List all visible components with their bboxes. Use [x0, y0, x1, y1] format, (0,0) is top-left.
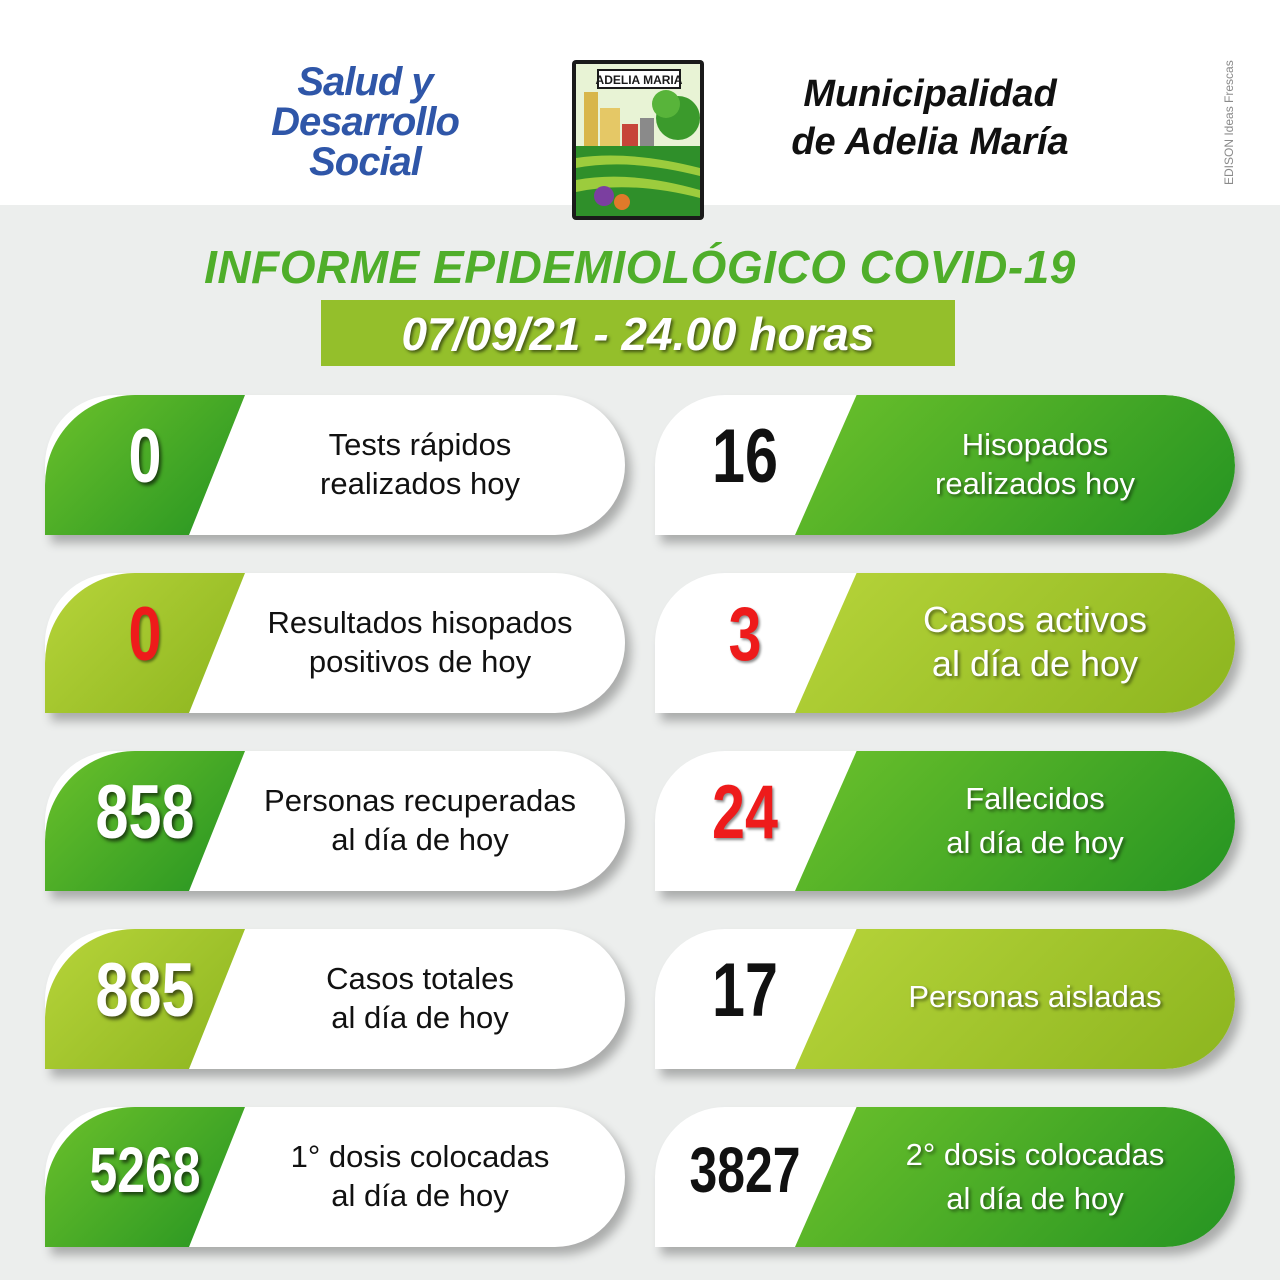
municipalidad-title [755, 70, 1105, 166]
stat-label-line: realizados hoy [320, 466, 520, 501]
report-date: 07/09/21 - 24.00 horas [401, 308, 875, 360]
card-casos-activos [655, 573, 1235, 713]
stat-label [835, 425, 1235, 503]
card-segunda-dosis [655, 1107, 1235, 1247]
stat-label-line: realizados hoy [935, 466, 1135, 501]
municipalidad-line-1: Municipalidad [803, 73, 1057, 115]
stat-label-line: Casos activos [922, 599, 1148, 640]
stat-label-line: al día de hoy [331, 822, 509, 857]
stat-label [215, 603, 625, 681]
card-tests-rapidos [45, 395, 625, 535]
salud-line-2: Desarrollo [271, 100, 459, 144]
card-fallecidos [655, 751, 1235, 891]
stat-value: 24 [712, 770, 778, 855]
adelia-maria-crest-icon [570, 58, 706, 222]
stat-label [215, 425, 625, 503]
stat-label-line: Resultados hisopados [267, 605, 573, 640]
stat-label-line: Casos totales [326, 961, 514, 996]
card-primera-dosis [45, 1107, 625, 1247]
card-casos-totales [45, 929, 625, 1069]
stat-label-line: positivos de hoy [308, 644, 532, 679]
salud-line-1: Salud y [297, 60, 433, 104]
stat-value: 885 [95, 948, 195, 1033]
date-banner [321, 300, 955, 366]
stat-label-line: al día de hoy [946, 1181, 1124, 1216]
header [0, 0, 1280, 205]
card-hisopados [655, 395, 1235, 535]
stat-value: 16 [712, 414, 778, 499]
stat-label-line: 2° dosis colocadas [905, 1137, 1165, 1172]
stat-value: 858 [95, 770, 195, 855]
stat-label-line: al día de hoy [331, 1000, 509, 1035]
stat-label [215, 1137, 625, 1215]
stat-value: 0 [128, 592, 162, 677]
stat-label-line: 1° dosis colocadas [290, 1139, 550, 1174]
stat-label-line: al día de hoy [331, 1178, 509, 1213]
report-title: INFORME EPIDEMIOLÓGICO COVID-19 [204, 241, 1076, 293]
card-recuperadas [45, 751, 625, 891]
stat-value: 3 [728, 592, 762, 677]
stat-label-line: al día de hoy [931, 643, 1139, 684]
stat-label [835, 598, 1235, 686]
stat-label [215, 781, 625, 859]
stat-label-line: Personas recuperadas [264, 783, 576, 818]
salud-line-3: Social [309, 140, 421, 184]
stat-label-line: Tests rápidos [328, 427, 512, 462]
salud-logo-text [245, 62, 485, 182]
stat-label [835, 777, 1235, 865]
card-aisladas [655, 929, 1235, 1069]
stat-label-line: al día de hoy [946, 825, 1124, 860]
stat-value: 3827 [689, 1134, 801, 1206]
credit-text: EDISON Ideas Frescas [1222, 60, 1236, 185]
stat-label-line: Hisopados [961, 427, 1109, 462]
stat-value: 17 [712, 948, 778, 1033]
stat-label-line: Fallecidos [965, 781, 1105, 816]
svg-text:ADELIA MARIA: ADELIA MARIA [595, 73, 683, 87]
stat-value: 5268 [89, 1134, 201, 1206]
municipalidad-line-2: de Adelia María [791, 121, 1069, 163]
stat-label [215, 959, 625, 1037]
stat-label [835, 977, 1235, 1016]
stat-value: 0 [128, 414, 162, 499]
stat-label [835, 1133, 1235, 1221]
stat-label-line: Personas aisladas [908, 979, 1162, 1014]
card-resultados-positivos [45, 573, 625, 713]
